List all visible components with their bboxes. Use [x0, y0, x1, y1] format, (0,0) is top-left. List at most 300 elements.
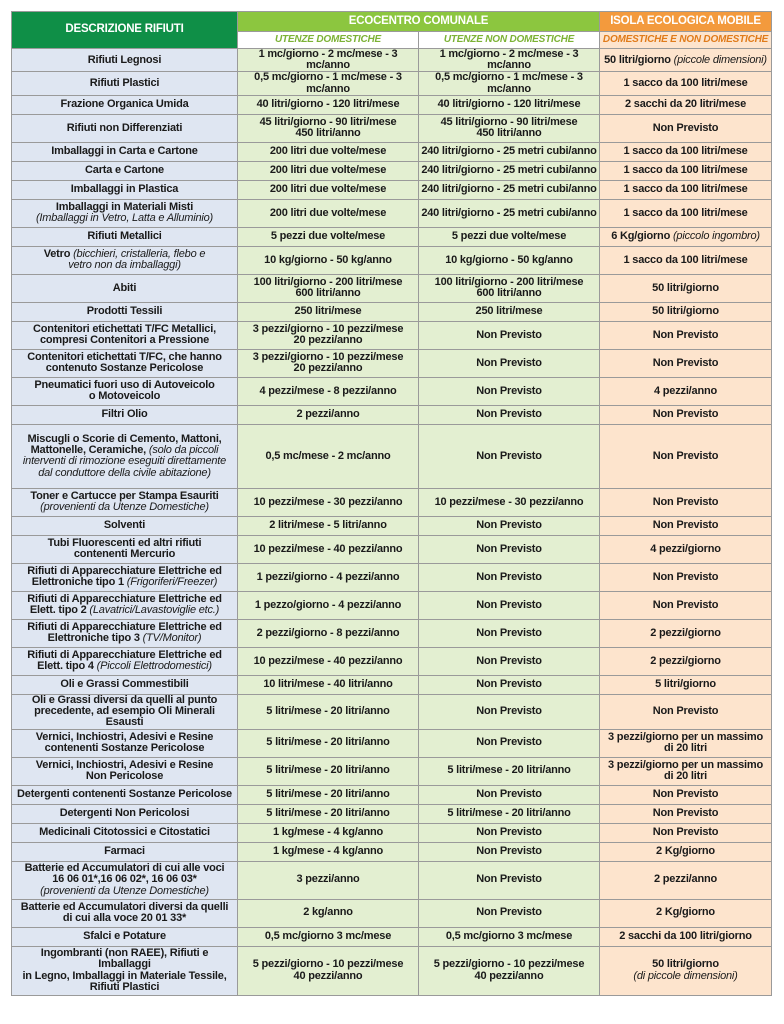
- limit-utenze-non-domestiche: [419, 161, 600, 180]
- waste-description: [12, 302, 238, 321]
- cell-text: 2 pezzi/anno: [296, 408, 360, 421]
- header-descrizione-rifiuti: DESCRIZIONE RIFIUTI: [12, 12, 238, 49]
- cell-text: 1 sacco da 100 litri/mese: [623, 164, 748, 177]
- limit-utenze-non-domestiche: [419, 619, 600, 647]
- cell-text: o Motoveicolo: [88, 390, 161, 403]
- cell-text: Non Previsto: [652, 495, 719, 508]
- waste-description: [12, 927, 238, 946]
- table-row: [12, 647, 772, 675]
- table-row: [12, 823, 772, 842]
- table-row: [12, 842, 772, 861]
- limit-utenze-non-domestiche: [419, 274, 600, 302]
- limit-utenze-domestiche: [238, 861, 419, 899]
- waste-description: [12, 405, 238, 424]
- limit-utenze-non-domestiche: [419, 488, 600, 516]
- table-row: [12, 488, 772, 516]
- limit-utenze-non-domestiche: [419, 757, 600, 785]
- cell-text: Non Previsto: [652, 570, 719, 583]
- header-isola-ecologica-mobile: ISOLA ECOLOGICA MOBILE: [600, 12, 772, 32]
- cell-text: 5 litri/mese - 20 litri/anno: [266, 764, 390, 777]
- limit-isola-ecologica: [600, 405, 772, 424]
- cell-text: Contenitori etichettati T/FC, che hanno: [27, 351, 222, 364]
- cell-text: 6 Kg/giorno: [611, 230, 673, 243]
- cell-text: 40 pezzi/anno: [474, 969, 544, 982]
- limit-utenze-domestiche: [238, 95, 419, 114]
- limit-utenze-domestiche: [238, 842, 419, 861]
- cell-text: 40 litri/giorno - 120 litri/mese: [437, 98, 581, 111]
- limit-utenze-non-domestiche: [419, 785, 600, 804]
- limit-utenze-non-domestiche: [419, 927, 600, 946]
- waste-description: [12, 349, 238, 377]
- waste-description: [12, 516, 238, 535]
- limit-isola-ecologica: [600, 842, 772, 861]
- cell-text: 5 pezzi due volte/mese: [451, 230, 567, 243]
- cell-text: Non Previsto: [652, 825, 719, 838]
- limit-isola-ecologica: [600, 161, 772, 180]
- table-row: [12, 180, 772, 199]
- cell-text: 240 litri/giorno - 25 metri cubi/anno: [421, 206, 597, 219]
- limit-utenze-domestiche: [238, 274, 419, 302]
- waste-description: [12, 199, 238, 227]
- waste-description: [12, 563, 238, 591]
- table-row: [12, 227, 772, 246]
- cell-text: 3 pezzi/giorno - 10 pezzi/mese: [252, 351, 404, 364]
- subheader-utenze-non-domestiche: UTENZE NON DOMESTICHE: [419, 32, 600, 49]
- cell-text: 250 litri/mese: [475, 305, 543, 318]
- limit-utenze-domestiche: [238, 927, 419, 946]
- limit-utenze-domestiche: [238, 377, 419, 405]
- table-body: [12, 49, 772, 996]
- cell-text: 1 sacco da 100 litri/mese: [623, 77, 748, 90]
- table-row: [12, 861, 772, 899]
- cell-text: Non Previsto: [652, 328, 719, 341]
- waste-description: [12, 274, 238, 302]
- cell-text: Elettroniche tipo 3: [47, 632, 143, 645]
- limit-isola-ecologica: [600, 199, 772, 227]
- cell-text: Detergenti Non Pericolosi: [59, 806, 190, 819]
- cell-text: 5 pezzi/giorno - 10 pezzi/mese: [433, 958, 585, 971]
- limit-utenze-non-domestiche: [419, 946, 600, 995]
- cell-text: 5 litri/mese - 20 litri/anno: [266, 736, 390, 749]
- cell-text: 4 pezzi/giorno: [650, 542, 721, 555]
- cell-text: Non Previsto: [476, 356, 542, 369]
- cell-text: (piccole dimensioni): [673, 53, 767, 66]
- waste-description: [12, 246, 238, 274]
- cell-text: 16 06 01*,16 06 02*, 16 06 03*: [52, 873, 197, 886]
- limit-isola-ecologica: [600, 591, 772, 619]
- table-row: [12, 591, 772, 619]
- cell-text: 1 sacco da 100 litri/mese: [623, 145, 748, 158]
- cell-text: 1 pezzi/giorno - 4 pezzi/anno: [256, 570, 400, 583]
- table-row: [12, 302, 772, 321]
- cell-text: 50 litri/giorno: [652, 305, 719, 318]
- limit-isola-ecologica: [600, 563, 772, 591]
- cell-text: 2 pezzi/giorno: [650, 626, 721, 639]
- waste-description: [12, 95, 238, 114]
- cell-text: Rifiuti di Apparecchiature Elettriche ed: [27, 621, 222, 634]
- cell-text: 10 pezzi/mese - 30 pezzi/anno: [434, 495, 584, 508]
- cell-text: Non Previsto: [652, 705, 719, 718]
- waste-description: [12, 675, 238, 694]
- cell-text: Non Previsto: [476, 906, 542, 919]
- cell-text: Non Previsto: [652, 356, 719, 369]
- limit-isola-ecologica: [600, 227, 772, 246]
- cell-text: (solo da piccoli: [148, 444, 219, 457]
- cell-text: 600 litri/anno: [295, 287, 361, 300]
- waste-description: [12, 591, 238, 619]
- cell-text: di 20 litri: [663, 742, 708, 755]
- limit-utenze-non-domestiche: [419, 694, 600, 729]
- cell-text: Toner e Cartucce per Stampa Esauriti: [30, 490, 219, 503]
- table-row: [12, 49, 772, 72]
- table-row: [12, 321, 772, 349]
- limit-utenze-non-domestiche: [419, 405, 600, 424]
- limit-isola-ecologica: [600, 488, 772, 516]
- cell-text: Ingombranti (non RAEE), Rifiuti e Imballaggi: [40, 947, 209, 971]
- cell-text: 5 litri/mese - 20 litri/anno: [266, 787, 390, 800]
- limit-utenze-domestiche: [238, 72, 419, 95]
- cell-text: Non Previsto: [476, 384, 542, 397]
- limit-utenze-non-domestiche: [419, 321, 600, 349]
- cell-text: Vernici, Inchiostri, Adesivi e Resine: [35, 758, 214, 771]
- limit-utenze-domestiche: [238, 321, 419, 349]
- limit-utenze-non-domestiche: [419, 114, 600, 142]
- cell-text: 5 litri/mese - 20 litri/anno: [447, 806, 571, 819]
- cell-text: 5 pezzi/giorno - 10 pezzi/mese: [252, 958, 404, 971]
- limit-utenze-domestiche: [238, 785, 419, 804]
- cell-text: 4 pezzi/anno: [654, 384, 718, 397]
- waste-limits-table: [11, 11, 772, 996]
- cell-text: 200 litri due volte/mese: [269, 183, 387, 196]
- cell-text: 1 kg/mese - 4 kg/anno: [272, 825, 384, 838]
- cell-text: Non Previsto: [476, 449, 542, 462]
- limit-utenze-non-domestiche: [419, 861, 600, 899]
- table-row: [12, 946, 772, 995]
- cell-text: Sfalci e Potature: [83, 929, 166, 942]
- cell-text: Solventi: [103, 519, 146, 532]
- cell-text: 450 litri/anno: [295, 127, 361, 140]
- cell-text: 3 pezzi/anno: [296, 873, 360, 886]
- waste-description: [12, 488, 238, 516]
- limit-utenze-non-domestiche: [419, 142, 600, 161]
- cell-text: Non Pericolose: [85, 770, 164, 783]
- limit-utenze-non-domestiche: [419, 804, 600, 823]
- cell-text: Filtri Olio: [101, 408, 148, 421]
- cell-text: 240 litri/giorno - 25 metri cubi/anno: [421, 145, 597, 158]
- table-row: [12, 757, 772, 785]
- cell-text: 10 pezzi/mese - 40 pezzi/anno: [253, 654, 403, 667]
- table-row: [12, 72, 772, 95]
- limit-utenze-domestiche: [238, 246, 419, 274]
- cell-text: Elettroniche tipo 1: [31, 576, 127, 589]
- cell-text: Rifiuti di Apparecchiature Elettriche ed: [27, 565, 222, 578]
- limit-utenze-domestiche: [238, 180, 419, 199]
- cell-text: Non Previsto: [476, 787, 542, 800]
- limit-utenze-non-domestiche: [419, 424, 600, 488]
- waste-description: [12, 647, 238, 675]
- cell-text: (TV/Monitor): [142, 632, 202, 645]
- cell-text: 2 pezzi/anno: [654, 873, 718, 886]
- cell-text: in Legno, Imballaggi in Materiale Tessile,: [22, 969, 227, 982]
- limit-utenze-domestiche: [238, 516, 419, 535]
- cell-text: Farmaci: [104, 844, 145, 857]
- cell-text: Rifiuti Metallici: [87, 230, 162, 243]
- cell-text: contenenti Sostanze Pericolose: [44, 742, 205, 755]
- cell-text: compresi Contenitori a Pressione: [39, 334, 210, 347]
- cell-text: 0,5 mc/giorno 3 mc/mese: [264, 929, 392, 942]
- cell-text: 45 litri/giorno - 90 litri/mese: [440, 116, 578, 129]
- cell-text: 5 pezzi due volte/mese: [270, 230, 386, 243]
- cell-text: 20 pezzi/anno: [293, 334, 363, 347]
- limit-isola-ecologica: [600, 349, 772, 377]
- limit-isola-ecologica: [600, 274, 772, 302]
- cell-text: 250 litri/mese: [294, 305, 362, 318]
- cell-text: 10 kg/giorno - 50 kg/anno: [445, 253, 573, 266]
- cell-text: 1 kg/mese - 4 kg/anno: [272, 844, 384, 857]
- cell-text: Oli e Grassi Commestibili: [60, 678, 189, 691]
- cell-text: 2 kg/anno: [303, 906, 353, 919]
- limit-isola-ecologica: [600, 946, 772, 995]
- cell-text: 2 sacchi da 100 litri/giorno: [619, 929, 752, 942]
- limit-isola-ecologica: [600, 516, 772, 535]
- limit-utenze-non-domestiche: [419, 199, 600, 227]
- cell-text: 3 pezzi/giorno per un massimo: [608, 758, 763, 771]
- table-row: [12, 804, 772, 823]
- cell-text: Non Previsto: [652, 598, 719, 611]
- limit-utenze-non-domestiche: [419, 349, 600, 377]
- cell-text: Elett. tipo 4: [37, 660, 97, 673]
- waste-description: [12, 377, 238, 405]
- cell-text: 0,5 mc/giorno 3 mc/mese: [445, 929, 573, 942]
- cell-text: 10 pezzi/mese - 40 pezzi/anno: [253, 542, 403, 555]
- cell-text: Non Previsto: [652, 121, 719, 134]
- cell-text: Rifiuti Plastici: [89, 980, 160, 993]
- table-row: [12, 424, 772, 488]
- cell-text: 10 pezzi/mese - 30 pezzi/anno: [253, 495, 403, 508]
- limit-isola-ecologica: [600, 95, 772, 114]
- limit-utenze-non-domestiche: [419, 899, 600, 927]
- cell-text: (di piccole dimensioni): [633, 969, 738, 982]
- cell-text: 1 mc/giorno - 2 mc/mese - 3 mc/anno: [258, 48, 398, 72]
- limit-utenze-domestiche: [238, 823, 419, 842]
- header-row: [12, 12, 772, 32]
- cell-text: 1 pezzo/giorno - 4 pezzi/anno: [254, 598, 402, 611]
- cell-text: 240 litri/giorno - 25 metri cubi/anno: [421, 183, 597, 196]
- waste-description: [12, 114, 238, 142]
- cell-text: Imballaggi in Plastica: [70, 183, 179, 196]
- table-row: [12, 199, 772, 227]
- table-row: [12, 95, 772, 114]
- limit-utenze-domestiche: [238, 899, 419, 927]
- limit-utenze-domestiche: [238, 227, 419, 246]
- table-row: [12, 142, 772, 161]
- cell-text: Non Previsto: [476, 678, 542, 691]
- cell-text: 3 pezzi/giorno per un massimo: [608, 730, 763, 743]
- limit-utenze-non-domestiche: [419, 246, 600, 274]
- waste-description: [12, 227, 238, 246]
- limit-utenze-domestiche: [238, 161, 419, 180]
- cell-text: interventi di rimozione eseguiti direttamente: [22, 455, 227, 468]
- limit-isola-ecologica: [600, 694, 772, 729]
- limit-isola-ecologica: [600, 729, 772, 757]
- cell-text: 100 litri/giorno - 200 litri/mese: [253, 276, 403, 289]
- limit-utenze-domestiche: [238, 142, 419, 161]
- limit-utenze-non-domestiche: [419, 377, 600, 405]
- cell-text: Tubi Fluorescenti ed altri rifiuti: [47, 537, 202, 550]
- limit-utenze-non-domestiche: [419, 823, 600, 842]
- cell-text: Non Previsto: [476, 328, 542, 341]
- cell-text: Miscugli o Scorie di Cemento, Mattoni,: [27, 432, 222, 445]
- cell-text: Frazione Organica Umida: [60, 98, 189, 111]
- limit-utenze-domestiche: [238, 424, 419, 488]
- limit-utenze-non-domestiche: [419, 563, 600, 591]
- table-row: [12, 899, 772, 927]
- cell-text: precedente, ad esempio Oli Minerali Esausti: [34, 705, 215, 729]
- limit-utenze-non-domestiche: [419, 180, 600, 199]
- limit-utenze-domestiche: [238, 405, 419, 424]
- cell-text: 100 litri/giorno - 200 litri/mese: [434, 276, 584, 289]
- table-row: [12, 694, 772, 729]
- cell-text: Non Previsto: [652, 449, 719, 462]
- table-row: [12, 405, 772, 424]
- limit-isola-ecologica: [600, 302, 772, 321]
- cell-text: dal conduttore della civile abitazione): [38, 466, 211, 479]
- limit-isola-ecologica: [600, 246, 772, 274]
- cell-text: (provenienti da Utenze Domestiche): [40, 501, 209, 514]
- table-row: [12, 246, 772, 274]
- limit-utenze-domestiche: [238, 591, 419, 619]
- table-row: [12, 114, 772, 142]
- table-row: [12, 675, 772, 694]
- cell-text: Rifiuti Legnosi: [87, 53, 162, 66]
- limit-isola-ecologica: [600, 927, 772, 946]
- cell-text: 5 litri/mese - 20 litri/anno: [266, 806, 390, 819]
- cell-text: Vetro: [43, 248, 74, 261]
- limit-utenze-non-domestiche: [419, 675, 600, 694]
- table-row: [12, 563, 772, 591]
- waste-description: [12, 535, 238, 563]
- limit-utenze-domestiche: [238, 49, 419, 72]
- cell-text: Non Previsto: [652, 408, 719, 421]
- cell-text: Elett. tipo 2: [29, 604, 90, 617]
- limit-utenze-non-domestiche: [419, 842, 600, 861]
- cell-text: 4 pezzi/mese - 8 pezzi/anno: [259, 384, 397, 397]
- cell-text: Non Previsto: [476, 570, 542, 583]
- cell-text: 1 mc/giorno - 2 mc/mese - 3 mc/anno: [439, 48, 579, 72]
- cell-text: Medicinali Citotossici e Citostatici: [39, 825, 210, 838]
- limit-isola-ecologica: [600, 142, 772, 161]
- table-row: [12, 927, 772, 946]
- waste-description: [12, 424, 238, 488]
- cell-text: Imballaggi in Materiali Misti: [55, 201, 194, 214]
- cell-text: Carta e Cartone: [85, 164, 164, 177]
- cell-text: Mattonelle, Ceramiche,: [30, 444, 149, 457]
- cell-text: Rifiuti di Apparecchiature Elettriche ed: [27, 593, 222, 606]
- cell-text: 50 litri/giorno: [652, 958, 719, 971]
- waste-description: [12, 823, 238, 842]
- cell-text: Rifiuti Plastici: [89, 77, 160, 90]
- cell-text: 200 litri due volte/mese: [269, 206, 387, 219]
- table-row: [12, 377, 772, 405]
- table-row: [12, 161, 772, 180]
- cell-text: Vernici, Inchiostri, Adesivi e Resine: [35, 730, 214, 743]
- limit-utenze-domestiche: [238, 114, 419, 142]
- cell-text: contenuto Sostanze Pericolose: [45, 362, 204, 375]
- waste-description: [12, 694, 238, 729]
- cell-text: (piccolo ingombro): [672, 230, 760, 243]
- cell-text: 5 litri/giorno: [655, 678, 716, 691]
- limit-utenze-non-domestiche: [419, 647, 600, 675]
- table-row: [12, 516, 772, 535]
- waste-description: [12, 729, 238, 757]
- cell-text: Abiti: [112, 281, 137, 294]
- waste-description: [12, 180, 238, 199]
- waste-description: [12, 861, 238, 899]
- limit-utenze-domestiche: [238, 946, 419, 995]
- waste-description: [12, 804, 238, 823]
- table-row: [12, 785, 772, 804]
- limit-utenze-non-domestiche: [419, 302, 600, 321]
- limit-utenze-non-domestiche: [419, 591, 600, 619]
- limit-utenze-non-domestiche: [419, 516, 600, 535]
- limit-utenze-domestiche: [238, 804, 419, 823]
- cell-text: Imballaggi in Carta e Cartone: [51, 145, 198, 158]
- cell-text: (bicchieri, cristalleria, flebo e: [73, 248, 206, 261]
- cell-text: Non Previsto: [652, 519, 719, 532]
- cell-text: contenenti Mercurio: [73, 548, 176, 561]
- cell-text: 40 pezzi/anno: [293, 969, 363, 982]
- cell-text: 2 sacchi da 20 litri/mese: [625, 98, 746, 111]
- cell-text: (provenienti da Utenze Domestiche): [40, 884, 209, 897]
- cell-text: Contenitori etichettati T/FC Metallici,: [33, 323, 216, 336]
- cell-text: Non Previsto: [476, 705, 542, 718]
- limit-isola-ecologica: [600, 647, 772, 675]
- cell-text: 3 pezzi/giorno - 10 pezzi/mese: [252, 323, 404, 336]
- cell-text: 5 litri/mese - 20 litri/anno: [447, 764, 571, 777]
- table-row: [12, 535, 772, 563]
- cell-text: di cui alla voce 20 01 33*: [62, 912, 187, 925]
- limit-isola-ecologica: [600, 823, 772, 842]
- cell-text: 45 litri/giorno - 90 litri/mese: [259, 116, 397, 129]
- limit-isola-ecologica: [600, 619, 772, 647]
- cell-text: 200 litri due volte/mese: [269, 145, 387, 158]
- subheader-utenze-domestiche: UTENZE DOMESTICHE: [238, 32, 419, 49]
- cell-text: Non Previsto: [476, 626, 542, 639]
- waste-description: [12, 757, 238, 785]
- cell-text: Oli e Grassi diversi da quelli al punto: [31, 694, 218, 706]
- waste-description: [12, 321, 238, 349]
- cell-text: di 20 litri: [663, 770, 708, 783]
- limit-isola-ecologica: [600, 377, 772, 405]
- limit-isola-ecologica: [600, 424, 772, 488]
- cell-text: 2 Kg/giorno: [656, 906, 715, 919]
- limit-utenze-domestiche: [238, 647, 419, 675]
- waste-description: [12, 842, 238, 861]
- waste-description: [12, 899, 238, 927]
- cell-text: Rifiuti di Apparecchiature Elettriche ed: [27, 649, 222, 662]
- limit-utenze-non-domestiche: [419, 95, 600, 114]
- limit-utenze-domestiche: [238, 563, 419, 591]
- cell-text: Non Previsto: [476, 542, 542, 555]
- cell-text: (Lavatrici/Lavastoviglie etc.): [89, 604, 220, 617]
- limit-utenze-domestiche: [238, 729, 419, 757]
- cell-text: Detergenti contenenti Sostanze Pericolose: [17, 787, 232, 800]
- waste-description: [12, 619, 238, 647]
- cell-text: 50 litri/giorno: [604, 53, 674, 66]
- limit-isola-ecologica: [600, 49, 772, 72]
- header-ecocentro-comunale: ECOCENTRO COMUNALE: [238, 12, 600, 32]
- waste-description: [12, 161, 238, 180]
